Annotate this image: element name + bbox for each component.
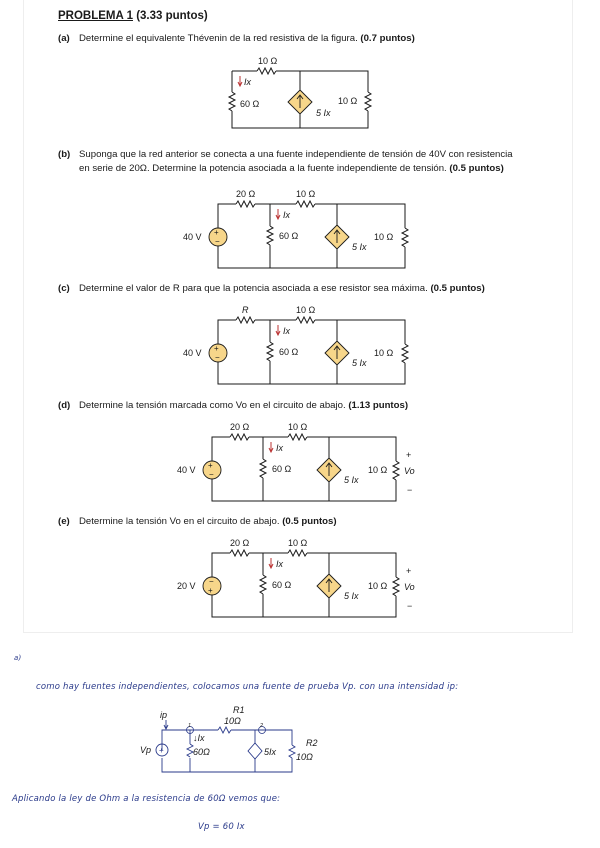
question-b: (b) Suponga que la red anterior se conecta a una fuente independiente de tensión de 40V con resistencia en serie de 20Ω. Determine la potencia asociada a la fuente independiente de tensión. (0.5 puntos) (58, 149, 513, 174)
svg-text:10 Ω: 10 Ω (368, 465, 388, 475)
svg-text:5 Ix: 5 Ix (352, 242, 367, 252)
svg-text:−: − (209, 470, 214, 479)
svg-text:+: + (208, 461, 213, 470)
svg-text:Vo: Vo (404, 582, 415, 592)
svg-text:↓Ix: ↓Ix (193, 733, 205, 743)
svg-text:5 Ix: 5 Ix (344, 475, 359, 485)
svg-text:Ix: Ix (276, 443, 284, 453)
svg-text:20 Ω: 20 Ω (230, 422, 250, 432)
svg-text:5 Ix: 5 Ix (344, 591, 359, 601)
svg-text:5Ix: 5Ix (264, 747, 277, 757)
svg-text:1: 1 (188, 723, 192, 729)
svg-text:10 Ω: 10 Ω (288, 538, 308, 548)
label-r10-top: 10 Ω (258, 56, 278, 66)
svg-text:20 Ω: 20 Ω (230, 538, 250, 548)
hw-part-label: a) (14, 654, 22, 662)
svg-text:20 V: 20 V (177, 581, 196, 591)
label-ix: Ix (244, 77, 252, 87)
hw-line2: Aplicando la ley de Ohm a la resistencia de 60Ω vemos que: (12, 794, 281, 804)
hw-line1: como hay fuentes independientes, colocamos una fuente de prueba Vp. con una intensidad ip: (36, 682, 459, 692)
svg-text:10 Ω: 10 Ω (374, 348, 394, 358)
svg-text:Ix: Ix (283, 326, 291, 336)
svg-text:60 Ω: 60 Ω (272, 464, 292, 474)
svg-text:10Ω: 10Ω (224, 716, 241, 726)
svg-text:R: R (242, 305, 249, 315)
label-r10-right: 10 Ω (338, 96, 358, 106)
label-r60: 60 Ω (240, 99, 260, 109)
svg-text:Vo: Vo (404, 466, 415, 476)
svg-text:10Ω: 10Ω (296, 752, 313, 762)
svg-text:20 Ω: 20 Ω (236, 189, 256, 199)
svg-text:40 V: 40 V (183, 232, 202, 242)
svg-text:+: + (208, 586, 213, 595)
svg-text:−: − (215, 353, 220, 362)
svg-text:2: 2 (260, 723, 264, 729)
svg-text:60 Ω: 60 Ω (279, 231, 299, 241)
svg-text:+: + (214, 228, 219, 237)
svg-text:40 V: 40 V (183, 348, 202, 358)
svg-text:+: + (159, 746, 164, 755)
question-a: (a) Determine el equivalente Thévenin de la red resistiva de la figura. (0.7 puntos) (58, 33, 415, 44)
svg-text:10 Ω: 10 Ω (296, 189, 316, 199)
svg-text:−: − (215, 237, 220, 246)
label-dep: 5 Ix (316, 108, 331, 118)
svg-text:+: + (406, 566, 412, 576)
svg-text:5 Ix: 5 Ix (352, 358, 367, 368)
circuit-d (0, 417, 600, 507)
svg-text:Ix: Ix (283, 210, 291, 220)
svg-text:60 Ω: 60 Ω (272, 580, 292, 590)
svg-text:Vp: Vp (140, 745, 152, 755)
question-d: (d) Determine la tensión marcada como Vo en el circuito de abajo. (1.13 puntos) (58, 400, 409, 411)
svg-text:10 Ω: 10 Ω (296, 305, 316, 315)
circuit-b (0, 184, 600, 274)
svg-text:60Ω: 60Ω (193, 747, 210, 757)
svg-text:40 V: 40 V (177, 465, 196, 475)
svg-text:+: + (214, 344, 219, 353)
question-e: (e) Determine la tensión Vo en el circuito de abajo. (0.5 puntos) (58, 516, 337, 527)
circuit-c (0, 300, 600, 390)
problem-title: PROBLEMA 1 (3.33 puntos) (58, 10, 208, 22)
circuit-e (0, 533, 600, 623)
circuit-a (0, 52, 600, 132)
svg-text:R2: R2 (306, 738, 318, 748)
svg-text:−: − (407, 485, 413, 495)
svg-text:10 Ω: 10 Ω (374, 232, 394, 242)
svg-text:−: − (407, 601, 413, 611)
svg-text:−: − (209, 577, 214, 586)
hw-equation: Vp = 60 Ix (198, 822, 245, 832)
svg-text:10 Ω: 10 Ω (288, 422, 308, 432)
svg-text:Ix: Ix (276, 559, 284, 569)
svg-text:60 Ω: 60 Ω (279, 347, 299, 357)
svg-text:10 Ω: 10 Ω (368, 581, 388, 591)
svg-text:ip: ip (160, 710, 168, 720)
handwritten-figure (0, 700, 600, 784)
svg-text:+: + (406, 450, 412, 460)
svg-text:R1: R1 (233, 705, 245, 715)
question-c: (c) Determine el valor de R para que la potencia asociada a ese resistor sea máxima. (0.5 puntos) (58, 283, 485, 294)
